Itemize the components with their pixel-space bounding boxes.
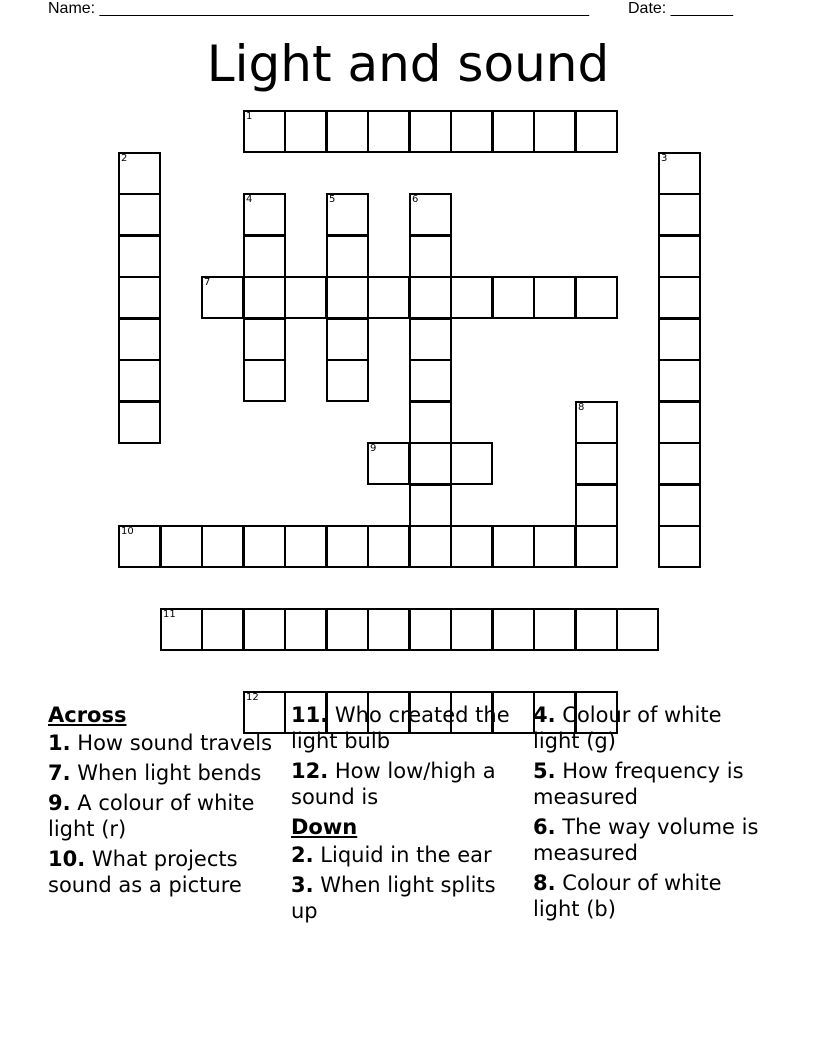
clue-number-label: 11: [163, 609, 176, 620]
clue: [291, 842, 526, 868]
crossword-cell[interactable]: [409, 318, 452, 361]
clue-number: 9.: [48, 791, 71, 815]
clue-text: The way volume is measured: [533, 815, 759, 865]
across-clue-list: [48, 730, 283, 898]
clue-number: 10.: [48, 847, 86, 871]
crossword-cell[interactable]: [409, 525, 452, 568]
clues-column-1: [48, 702, 283, 902]
crossword-cell[interactable]: [243, 525, 286, 568]
crossword-cell[interactable]: [243, 608, 286, 651]
down-clue-list: [291, 842, 526, 924]
crossword-cell[interactable]: [575, 401, 618, 444]
crossword-cell[interactable]: [492, 276, 535, 319]
clue-number-label: 6: [412, 194, 419, 205]
clue-text: Colour of white light (g): [533, 703, 722, 753]
crossword-cell[interactable]: [658, 152, 701, 195]
crossword-cell[interactable]: [201, 525, 244, 568]
down-clue-list-continued: [533, 702, 768, 922]
crossword-cell[interactable]: [492, 525, 535, 568]
clue-text: Liquid in the ear: [320, 843, 492, 867]
clue-number-label: 1: [246, 111, 253, 122]
crossword-cell[interactable]: [326, 276, 369, 319]
clue: [48, 790, 283, 842]
date-blank[interactable]: _______: [670, 0, 733, 17]
crossword-cell[interactable]: [575, 442, 618, 485]
crossword-cell[interactable]: [367, 276, 410, 319]
crossword-cell[interactable]: [658, 525, 701, 568]
clue-text: A colour of white light (r): [48, 791, 255, 841]
crossword-cell[interactable]: [575, 608, 618, 651]
clue-number-label: 10: [121, 526, 134, 537]
crossword-cell[interactable]: [492, 110, 535, 153]
crossword-cell[interactable]: [450, 442, 493, 485]
crossword-cell[interactable]: [409, 608, 452, 651]
crossword-cell[interactable]: [616, 608, 659, 651]
crossword-cell[interactable]: [201, 276, 244, 319]
crossword-cell[interactable]: [326, 359, 369, 402]
crossword-cell[interactable]: [326, 525, 369, 568]
clue: [533, 702, 768, 754]
crossword-cell[interactable]: [243, 359, 286, 402]
crossword-cell[interactable]: [284, 608, 327, 651]
clue-number: 4.: [533, 703, 556, 727]
date-field: [628, 0, 733, 18]
clue-text: How sound travels: [77, 731, 273, 755]
clue-number-label: 2: [121, 153, 128, 164]
crossword-cell[interactable]: [533, 110, 576, 153]
crossword-cell[interactable]: [326, 608, 369, 651]
crossword-cell[interactable]: [243, 276, 286, 319]
crossword-cell[interactable]: [658, 235, 701, 278]
crossword-cell[interactable]: [450, 110, 493, 153]
crossword-cell[interactable]: [658, 359, 701, 402]
name-field: [48, 0, 589, 18]
crossword-cell[interactable]: [243, 193, 286, 236]
clue-number: 8.: [533, 871, 556, 895]
crossword-cell[interactable]: [326, 193, 369, 236]
clue-number: 11.: [291, 703, 329, 727]
clue-number: 6.: [533, 815, 556, 839]
crossword-cell[interactable]: [284, 525, 327, 568]
crossword-cell[interactable]: [409, 235, 452, 278]
clue: [48, 846, 283, 898]
crossword-cell[interactable]: [575, 484, 618, 527]
name-label: Name:: [48, 0, 96, 17]
clue-number-label: 4: [246, 194, 253, 205]
clue-number-label: 5: [329, 194, 336, 205]
crossword-cell[interactable]: [326, 235, 369, 278]
crossword-cell[interactable]: [367, 608, 410, 651]
crossword-cell[interactable]: [118, 359, 161, 402]
date-label: Date:: [628, 0, 667, 17]
crossword-cell[interactable]: [450, 525, 493, 568]
crossword-cell[interactable]: [160, 525, 203, 568]
clue-number: 7.: [48, 761, 71, 785]
clue-text: When light splits up: [291, 873, 496, 923]
crossword-cell[interactable]: [118, 152, 161, 195]
crossword-cell[interactable]: [409, 484, 452, 527]
crossword-cell[interactable]: [533, 276, 576, 319]
across-clue-list-continued: [291, 702, 526, 810]
clue-number-label: 7: [204, 277, 211, 288]
clue-number-label: 8: [578, 402, 585, 413]
crossword-cell[interactable]: [118, 193, 161, 236]
clue-number: 1.: [48, 731, 71, 755]
clue: [533, 758, 768, 810]
crossword-cell[interactable]: [409, 110, 452, 153]
crossword-cell[interactable]: [243, 318, 286, 361]
clue-text: How frequency is measured: [533, 759, 744, 809]
crossword-cell[interactable]: [118, 401, 161, 444]
clue-number-label: 3: [661, 153, 668, 164]
clue-text: Who created the light bulb: [291, 703, 510, 753]
clue: [533, 870, 768, 922]
crossword-cell[interactable]: [409, 401, 452, 444]
crossword-cell[interactable]: [367, 525, 410, 568]
crossword-cell[interactable]: [326, 110, 369, 153]
clue: [291, 702, 526, 754]
crossword-cell[interactable]: [409, 442, 452, 485]
crossword-cell[interactable]: [201, 608, 244, 651]
clue-number-label: 12: [246, 692, 259, 703]
crossword-cell[interactable]: [658, 276, 701, 319]
clues-column-2: [291, 702, 526, 928]
across-heading: Across: [48, 703, 127, 727]
clue-text: Colour of white light (b): [533, 871, 722, 921]
clue-number: 2.: [291, 843, 314, 867]
crossword-cell[interactable]: [492, 608, 535, 651]
crossword-cell[interactable]: [658, 401, 701, 444]
page-title: Light and sound: [206, 35, 610, 93]
clue: [291, 758, 526, 810]
crossword-cell[interactable]: [409, 193, 452, 236]
crossword-cell[interactable]: [575, 276, 618, 319]
crossword-cell[interactable]: [160, 608, 203, 651]
clue-text: How low/high a sound is: [291, 759, 496, 809]
crossword-cell[interactable]: [658, 442, 701, 485]
clue: [48, 760, 283, 786]
clue: [291, 872, 526, 924]
crossword-cell[interactable]: [575, 525, 618, 568]
crossword-cell[interactable]: [118, 235, 161, 278]
crossword-cell[interactable]: [243, 235, 286, 278]
crossword-cell[interactable]: [284, 110, 327, 153]
name-blank[interactable]: _______________________________________________________: [99, 0, 589, 17]
clues-column-3: [533, 702, 768, 926]
crossword-cell[interactable]: [658, 193, 701, 236]
crossword-cell[interactable]: [658, 318, 701, 361]
crossword-cell[interactable]: [326, 318, 369, 361]
crossword-cell[interactable]: [409, 276, 452, 319]
crossword-cell[interactable]: [409, 359, 452, 402]
crossword-cell[interactable]: [450, 608, 493, 651]
clue-number-label: 9: [370, 443, 377, 454]
clue-number: 5.: [533, 759, 556, 783]
crossword-cell[interactable]: [575, 110, 618, 153]
crossword-cell[interactable]: [243, 110, 286, 153]
down-heading: Down: [291, 815, 358, 839]
crossword-cell[interactable]: [367, 442, 410, 485]
crossword-cell[interactable]: [658, 484, 701, 527]
crossword-cell[interactable]: [533, 525, 576, 568]
crossword-cell[interactable]: [367, 110, 410, 153]
clue: [48, 730, 283, 756]
crossword-cell[interactable]: [284, 276, 327, 319]
clue-text: When light bends: [77, 761, 262, 785]
clue-number: 12.: [291, 759, 329, 783]
crossword-cell[interactable]: [118, 276, 161, 319]
clue: [533, 814, 768, 866]
crossword-cell[interactable]: [533, 608, 576, 651]
crossword-cell[interactable]: [450, 276, 493, 319]
clue-number: 3.: [291, 873, 314, 897]
clue-text: What projects sound as a picture: [48, 847, 242, 897]
crossword-cell[interactable]: [118, 525, 161, 568]
crossword-cell[interactable]: [118, 318, 161, 361]
